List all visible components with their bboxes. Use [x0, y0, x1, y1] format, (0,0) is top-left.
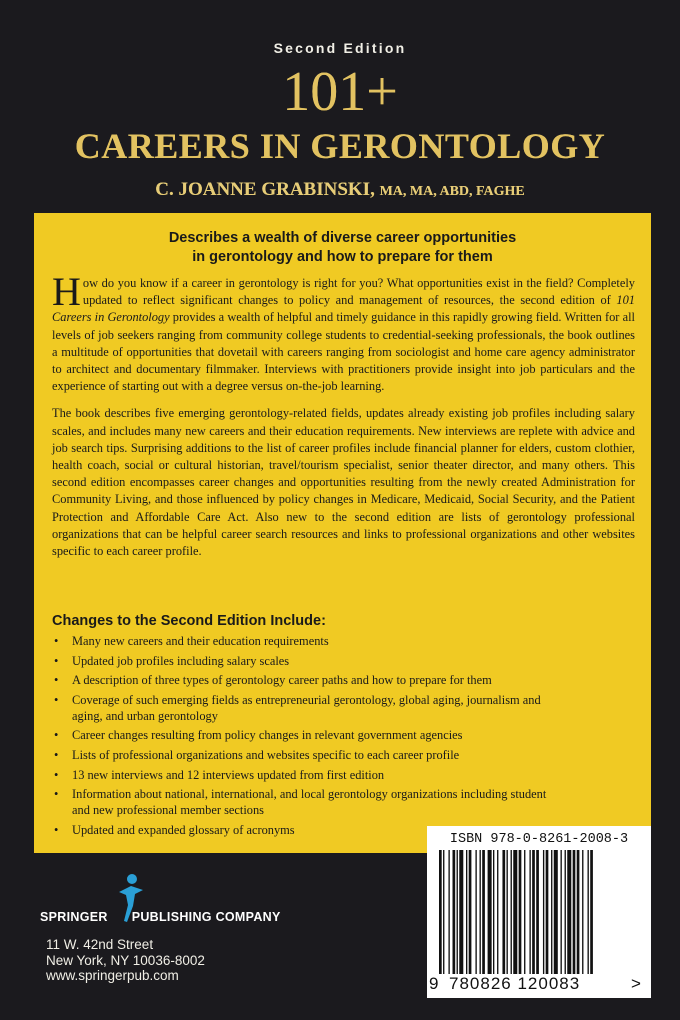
- changes-heading: Changes to the Second Edition Include:: [52, 613, 326, 629]
- publisher-logo: [40, 872, 340, 932]
- list-item: • Information about national, international, and local gerontology organizations including student and new professional member sections: [54, 787, 554, 818]
- edition-label: Second Edition: [273, 40, 407, 56]
- address-line-1: 11 W. 42nd Street: [46, 937, 154, 952]
- title-number: 101+: [0, 62, 680, 122]
- publisher-website: www.springerpub.com: [46, 968, 179, 983]
- list-item: • Updated job profiles including salary scales: [54, 654, 554, 670]
- lead-line-2: in gerontology and how to prepare for them: [192, 249, 493, 265]
- paragraph-1: [52, 269, 635, 395]
- barcode-arrow: >: [631, 974, 642, 993]
- publisher-name: [40, 910, 281, 924]
- barcode-lead-digit: 9: [429, 974, 440, 993]
- paragraph-1-text-a: ow do you know if a career in gerontology is right for you? What opportunities exist in the field? Completely updated to reflect significant changes to policy and management of resources, the second edition of: [82, 276, 635, 308]
- publisher-address: [46, 937, 205, 984]
- address-line-2: New York, NY 10036-8002: [46, 952, 205, 968]
- book-title: CAREERS IN GERONTOLOGY: [0, 126, 680, 166]
- list-item: • Career changes resulting from policy changes in relevant government agencies: [54, 728, 554, 744]
- isbn-label: ISBN 978-0-8261-2008-3: [449, 832, 629, 847]
- barcode-main-digits: 780826 120083: [449, 974, 581, 993]
- author-credentials: MA, MA, ABD, FAGHE: [379, 184, 525, 199]
- book-title-italic: 101 Careers in Gerontology: [52, 293, 635, 325]
- list-item: • Many new careers and their education requirements: [54, 634, 554, 650]
- publisher-name-right: PUBLISHING COMPANY: [131, 910, 281, 924]
- description-body: [52, 269, 635, 570]
- barcode-box: [427, 826, 651, 998]
- publisher-name-left: SPRINGER: [40, 910, 108, 924]
- list-item: • Lists of professional organizations and websites specific to each career profile: [54, 748, 554, 764]
- list-item: • Coverage of such emerging fields as entrepreneurial gerontology, global aging, journalism and aging, and urban gerontology: [54, 693, 554, 724]
- drop-cap: H: [52, 269, 81, 314]
- list-item: • 13 new interviews and 12 interviews updated from first edition: [54, 768, 554, 784]
- lead-statement: [34, 229, 651, 267]
- description-panel: [34, 213, 651, 853]
- list-item: • Updated and expanded glossary of acronyms: [54, 823, 554, 839]
- list-item: • A description of three types of gerontology career paths and how to prepare for them: [54, 673, 554, 689]
- changes-list: [54, 634, 554, 842]
- author-line: [0, 178, 680, 204]
- barcode-icon: [437, 850, 637, 974]
- paragraph-1-text-b: provides a wealth of helpful and timely guidance in this rapidly growing field. Written for all levels of job seekers ranging from community college students to credential-seeking professionals, the book outlines a multitude of opportunities that dovetail with careers ranging from sociologist and home care agency administrator to architect and documentary filmmaker. Interviews with practitioners provide insight into job particulars and the experience of starting out with a degree versus on-the-job learning.: [52, 310, 635, 394]
- author-name: C. JOANNE GRABINSKI,: [155, 179, 375, 200]
- paragraph-2: The book describes five emerging gerontology-related fields, updates already existing job profiles including salary scales, and includes many new careers and their education requirements. New interviews are replete with advice and job search tips. Surprising additions to the list of career profiles include financial planner for elders, custom clothier, health coach, social or cultural historian, travel/tourism specialist, senior theater director, and many others. This second edition encompasses career changes and opportunities resulting from the newly created Administration for Community Living, and those influenced by policy changes in Medicare, Medicaid, Social Security, and the Patient Protection and Affordable Care Act. Also new to the second edition are lists of gerontology professional organizations that can be helpful career search resources and links to professional organizations and other websites specific to each career profile.: [52, 406, 635, 559]
- lead-line-1: Describes a wealth of diverse career opportunities: [168, 230, 517, 246]
